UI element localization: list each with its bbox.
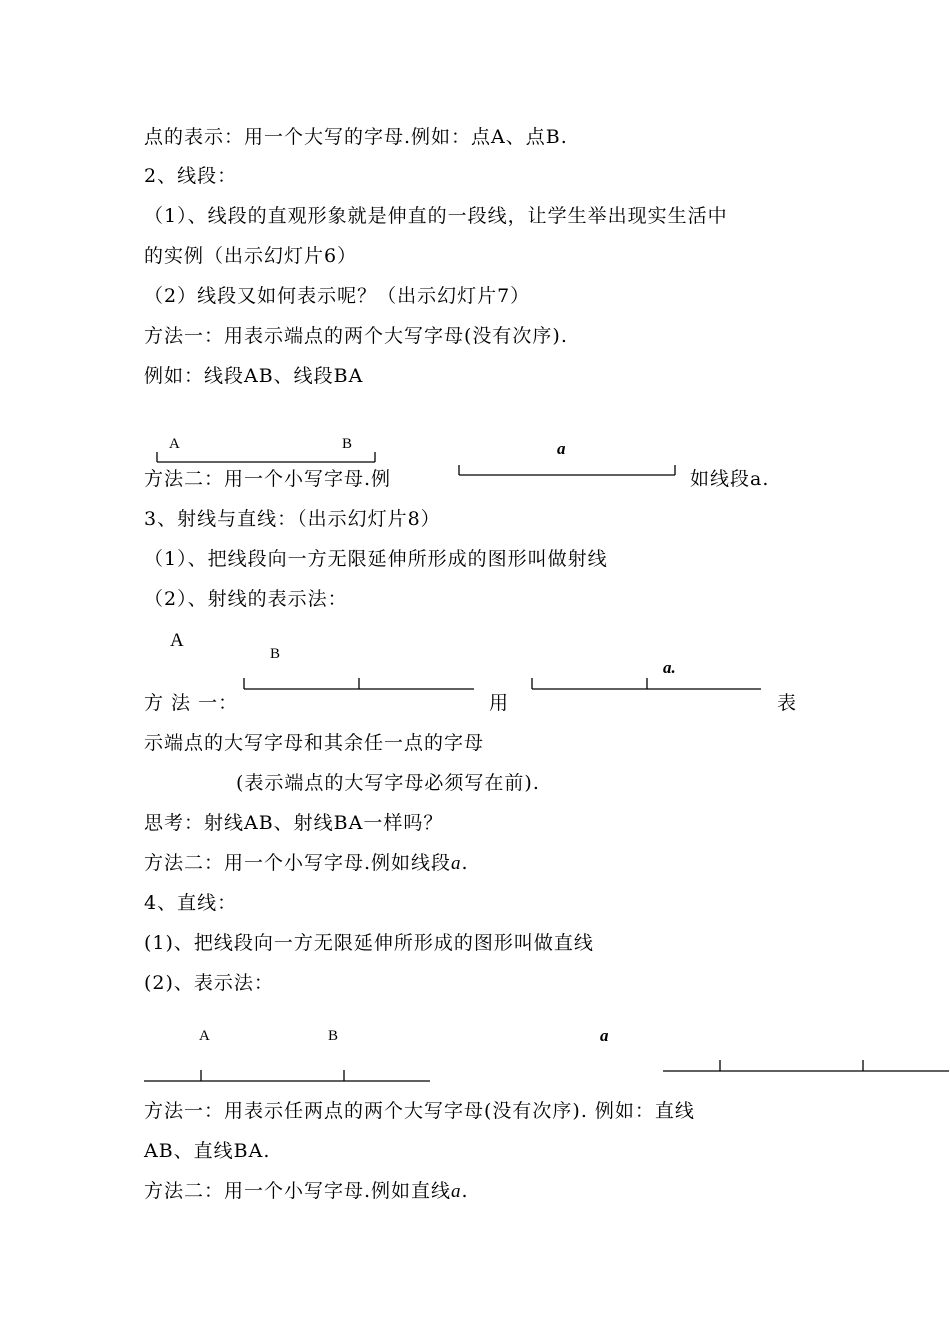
line-method-two: 方法二：用一个小写字母.例如直线a. (144, 1180, 469, 1202)
ray-label-b: B (270, 646, 281, 662)
segment-a-figure (459, 465, 675, 475)
line-method-one: 方法一：用表示任两点的两个大写字母(没有次序). 例如：直线 (144, 1100, 695, 1122)
line-label-a: A (199, 1028, 210, 1044)
segment-method-two: 方法二：用一个小写字母.例 (144, 468, 392, 490)
ray-label-a: A (170, 630, 184, 651)
line-label-lower-a: a (600, 1026, 609, 1045)
section-2-heading: 2、线段： (144, 165, 238, 187)
ray-method-one-note: (表示端点的大写字母必须写在前). (236, 772, 540, 794)
segment-ab-figure (157, 452, 375, 462)
segment-method-one: 方法一：用表示端点的两个大写字母(没有次序). (144, 325, 568, 347)
line-a-figure (663, 1060, 949, 1071)
point-notation-text: 点的表示：用一个大写的字母.例如：点A、点B. (144, 126, 568, 148)
section-3-heading: 3、射线与直线：（出示幻灯片8） (144, 508, 441, 530)
segment-label-a: A (169, 436, 180, 452)
line-notation-heading: (2)、表示法： (144, 972, 274, 994)
ray-method-one-end: 表 (777, 692, 798, 714)
segment-label-lower-a: a (557, 439, 566, 458)
ray-ab-figure (244, 678, 474, 689)
line-method-one-cont: AB、直线BA. (144, 1140, 271, 1162)
ray-method-one-mid: 用 (489, 692, 510, 714)
ray-method-two: 方法二：用一个小写字母.例如线段a. (144, 852, 469, 874)
section-4-heading: 4、直线： (144, 892, 238, 914)
segment-intro-text: （1）、线段的直观形象就是伸直的一段线，让学生举出现实生活中 (144, 205, 728, 227)
line-ab-figure (144, 1070, 430, 1081)
line-definition: (1)、把线段向一方无限延伸所形成的图形叫做直线 (144, 932, 594, 954)
ray-think-question: 思考：射线AB、射线BA一样吗？ (144, 812, 444, 834)
segment-notation-question: （2）线段又如何表示呢？（出示幻灯片7） (144, 285, 531, 307)
ray-method-one-cont: 示端点的大写字母和其余任一点的字母 (144, 732, 485, 754)
ray-notation-heading: （2）、射线的表示法： (144, 588, 348, 610)
segment-intro-text-cont: 的实例（出示幻灯片6） (144, 245, 358, 267)
ray-label-lower-a: a. (663, 658, 676, 677)
ray-definition: （1）、把线段向一方无限延伸所形成的图形叫做射线 (144, 548, 608, 570)
segment-method-one-example: 例如：线段AB、线段BA (144, 365, 364, 387)
ray-method-one: 方 法 一： (144, 692, 239, 714)
ray-a-figure (532, 678, 761, 689)
segment-label-b: B (342, 436, 353, 452)
line-label-b: B (328, 1028, 339, 1044)
segment-method-two-tail: 如线段a. (690, 468, 770, 490)
